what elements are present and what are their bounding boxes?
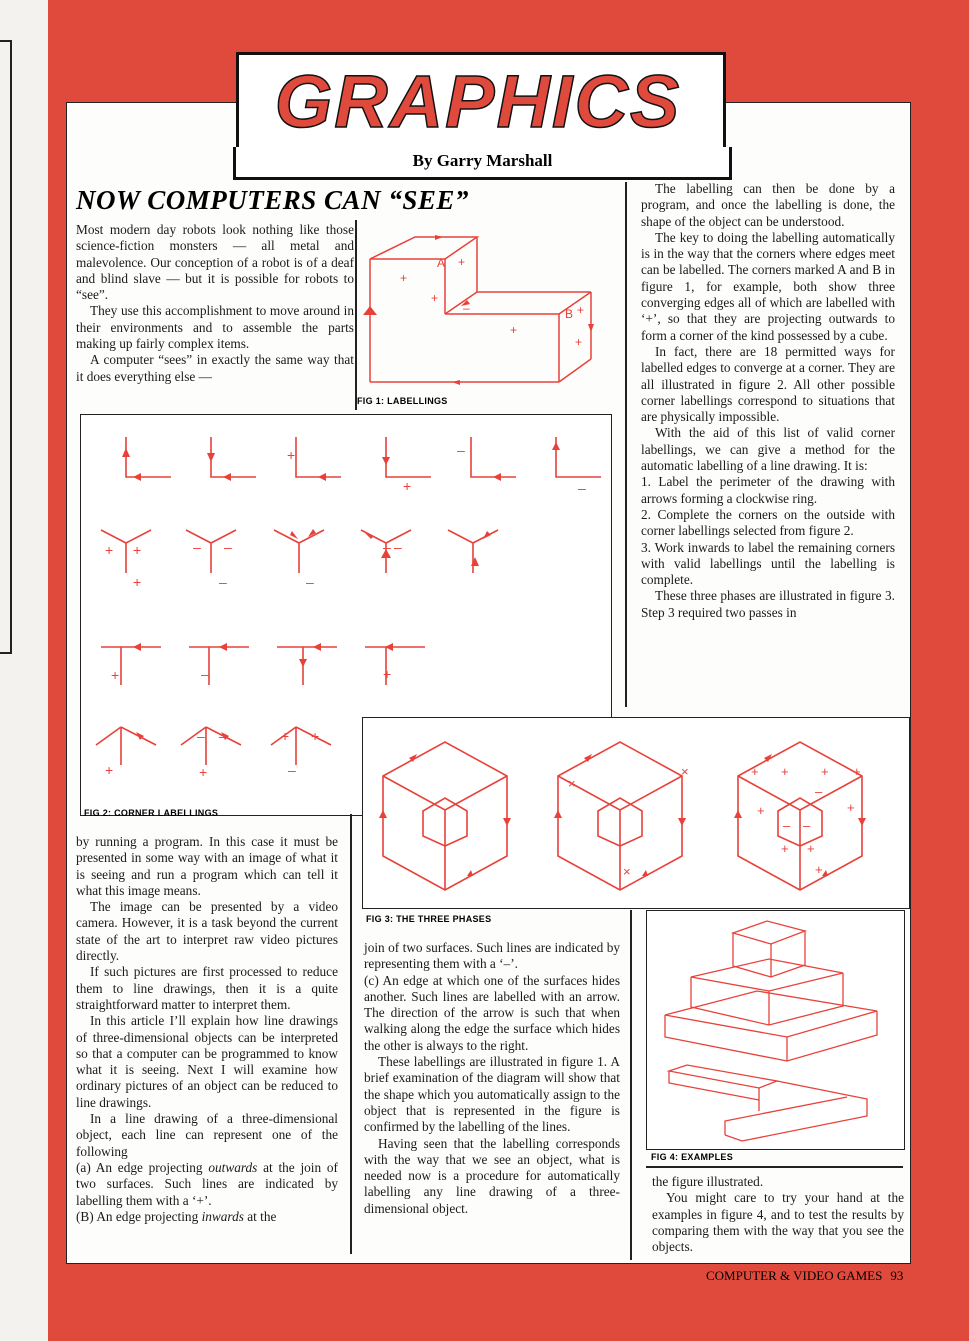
adjacent-page-edge xyxy=(0,0,48,1341)
item-b-emphasis: inwards xyxy=(201,1208,244,1224)
figure-1-caption: FIG 1: LABELLINGS xyxy=(357,396,448,406)
svg-text:+: + xyxy=(287,447,296,463)
column-rule xyxy=(350,814,352,1254)
svg-text:+: + xyxy=(400,271,408,285)
svg-text:+: + xyxy=(458,255,466,269)
fig1-label-a: A xyxy=(437,256,446,270)
paragraph: With the aid of this list of valid corner labellings, we can give a method for the automatic labelling of a line drawing. It is: xyxy=(641,425,895,474)
svg-text:+: + xyxy=(133,542,142,558)
svg-text:×: × xyxy=(681,764,689,779)
column3-top xyxy=(641,181,895,621)
paragraph: The image can be presented by a video camera. However, it is a task beyond the current state of the art to interpret raw video pictures directly. xyxy=(76,899,338,964)
magazine-name: COMPUTER & VIDEO GAMES xyxy=(706,1268,883,1283)
figure-3-drawing xyxy=(363,718,909,908)
list-item: 3. Work inwards to label the remaining corners with valid labellings until the labelling is complete. xyxy=(641,539,895,588)
figure-3 xyxy=(362,717,910,909)
paragraph: In a line drawing of a three-dimensional object, each line can represent one of the following xyxy=(76,1111,338,1159)
title-graphic xyxy=(239,55,717,145)
svg-text:–: – xyxy=(306,574,314,590)
paragraph: The labelling can then be done by a program, and once the labelling is done, the shape of the object can be understood. xyxy=(641,181,895,229)
svg-text:+: + xyxy=(815,862,823,877)
figure-1-drawing xyxy=(355,222,605,390)
svg-text:–: – xyxy=(815,784,823,799)
page-footer xyxy=(706,1268,903,1284)
title-text: GRAPHICS xyxy=(274,60,682,143)
svg-text:+: + xyxy=(751,764,759,779)
svg-text:–: – xyxy=(219,574,227,590)
svg-text:–: – xyxy=(463,301,470,315)
column-rule xyxy=(630,910,632,1260)
figure-2-caption: FIG 2: CORNER LABELLINGS xyxy=(84,808,219,818)
svg-text:+: + xyxy=(105,762,114,778)
item-a-emphasis: outwards xyxy=(208,1159,258,1175)
svg-text:×: × xyxy=(623,864,631,879)
column1-top xyxy=(76,222,354,385)
list-item: 1. Label the perimeter of the drawing with arrows forming a clockwise ring. xyxy=(641,474,895,506)
list-item xyxy=(76,1160,338,1209)
paragraph: join of two surfaces. Such lines are indicated by representing them with a ‘–’. xyxy=(364,940,620,972)
figure-1 xyxy=(355,222,605,390)
svg-text:+: + xyxy=(853,764,861,779)
figure-4-caption: FIG 4: EXAMPLES xyxy=(651,1152,734,1162)
paragraph: You might care to try your hand at the examples in figure 4, and to test the results by comparing them with the way that you see the objects. xyxy=(652,1190,904,1255)
byline: By Garry Marshall xyxy=(233,147,732,180)
svg-text:+: + xyxy=(431,291,439,305)
column2-bottom xyxy=(364,940,620,1217)
svg-text:–: – xyxy=(394,539,402,555)
svg-text:+: + xyxy=(577,303,585,317)
paragraph: These labellings are illustrated in figure 1. A brief examination of the diagram will show that the shape which you automatically assign to the object that is represented in the figure is confirmed by the labelling of the lines. xyxy=(364,1054,620,1135)
paragraph: If such pictures are first processed to reduce them to line drawings, then it is a quite straightforward matter to interpret them. xyxy=(76,964,338,1012)
paragraph: In fact, there are 18 permitted ways for labelled edges to converge at a corner. They are all illustrated in figure 2. All other possible corner labellings correspond to situations that are physically impossible. xyxy=(641,343,895,425)
svg-text:+: + xyxy=(757,803,765,818)
paragraph: These three phases are illustrated in figure 3. Step 3 required two passes in xyxy=(641,588,895,620)
svg-text:–: – xyxy=(457,442,465,458)
svg-text:–: – xyxy=(578,480,586,496)
column-rule xyxy=(625,182,627,707)
svg-text:–: – xyxy=(193,539,201,555)
svg-text:–: – xyxy=(288,762,296,778)
item-a-text: (a) An edge projecting xyxy=(76,1159,209,1175)
svg-text:+: + xyxy=(781,841,789,856)
svg-text:+: + xyxy=(383,666,392,682)
page-number: 93 xyxy=(890,1268,904,1283)
svg-text:+: + xyxy=(199,764,208,780)
svg-text:+: + xyxy=(133,574,142,590)
svg-text:×: × xyxy=(568,776,576,791)
svg-text:+: + xyxy=(510,323,518,337)
svg-text:+: + xyxy=(111,667,120,683)
title-banner xyxy=(236,52,726,154)
svg-text:–: – xyxy=(803,818,811,833)
fig1-label-b: B xyxy=(565,307,574,321)
list-item: (c) An edge at which one of the surfaces hides another. Such lines are labelled with an arrow. The direction of the arrow is such that when walking along the edge the surface which hides the other is always to the right. xyxy=(364,972,620,1053)
svg-text:–: – xyxy=(197,728,205,744)
paragraph: Having seen that the labelling corresponds with the way that we see an object, what is needed now is a procedure for automatically labelling any line drawing of a three-dimensional object. xyxy=(364,1135,620,1216)
figure-3-caption: FIG 3: THE THREE PHASES xyxy=(366,914,492,924)
paragraph: The key to doing the labelling automatically is in the way that the corners where edges meet can be labelled. The corners marked A and B in figure 1, for example, both show three converging edges all of which are labelled with ‘+’, so that they are projecting outwards to form a corner of the kind possessed by a cube. xyxy=(641,229,895,343)
svg-text:–: – xyxy=(219,728,227,744)
column3-bottom xyxy=(652,1174,904,1255)
paragraph: They use this accomplishment to move around in their environments and to assemble the parts making up fairly complex items. xyxy=(76,303,354,352)
figure-4 xyxy=(646,910,905,1150)
paragraph: Most modern day robots look nothing like those science-fiction monsters — all metal and malevolence. Our conception of a robot is of a deaf and blind slave — but it is possible for robots to “see”. xyxy=(76,222,354,303)
svg-text:+: + xyxy=(403,478,412,494)
svg-text:–: – xyxy=(783,818,791,833)
svg-text:+: + xyxy=(105,542,114,558)
headline: NOW COMPUTERS CAN “SEE” xyxy=(76,185,469,215)
svg-text:+: + xyxy=(821,764,829,779)
list-item xyxy=(76,1209,338,1225)
paragraph: A computer “sees” in exactly the same way that it does everything else — xyxy=(76,352,354,384)
svg-text:–: – xyxy=(201,666,209,682)
paragraph: the figure illustrated. xyxy=(652,1174,764,1189)
svg-text:+: + xyxy=(281,728,290,744)
svg-text:+: + xyxy=(807,841,815,856)
item-b-text: at the xyxy=(243,1208,277,1224)
figure-4-drawing xyxy=(647,911,904,1149)
svg-text:+: + xyxy=(781,764,789,779)
svg-text:+: + xyxy=(847,800,855,815)
svg-text:+: + xyxy=(311,728,320,744)
caption-rule xyxy=(646,1166,903,1168)
svg-text:–: – xyxy=(383,539,391,555)
column1-bottom xyxy=(76,834,338,1225)
svg-text:–: – xyxy=(224,539,232,555)
paragraph: In this article I’ll explain how line drawings of three-dimensional objects can be interpreted so that a computer can be programmed to know what it is seeing. Next I will examine how ordinary pictures of an object can be reduced to line drawings. xyxy=(76,1013,338,1110)
item-a-text: at the join of two surfaces. Such lines are indicated by labelling them with a ‘+’. xyxy=(76,1159,338,1208)
paragraph: by running a program. In this case it must be presented in some way with an image of what it is seeing and run a program which can tell it what this image means. xyxy=(76,834,338,898)
list-item: 2. Complete the corners on the outside with corner labellings selected from figure 2. xyxy=(641,506,895,539)
svg-text:+: + xyxy=(575,335,583,349)
item-b-text: (B) An edge projecting xyxy=(76,1208,202,1224)
